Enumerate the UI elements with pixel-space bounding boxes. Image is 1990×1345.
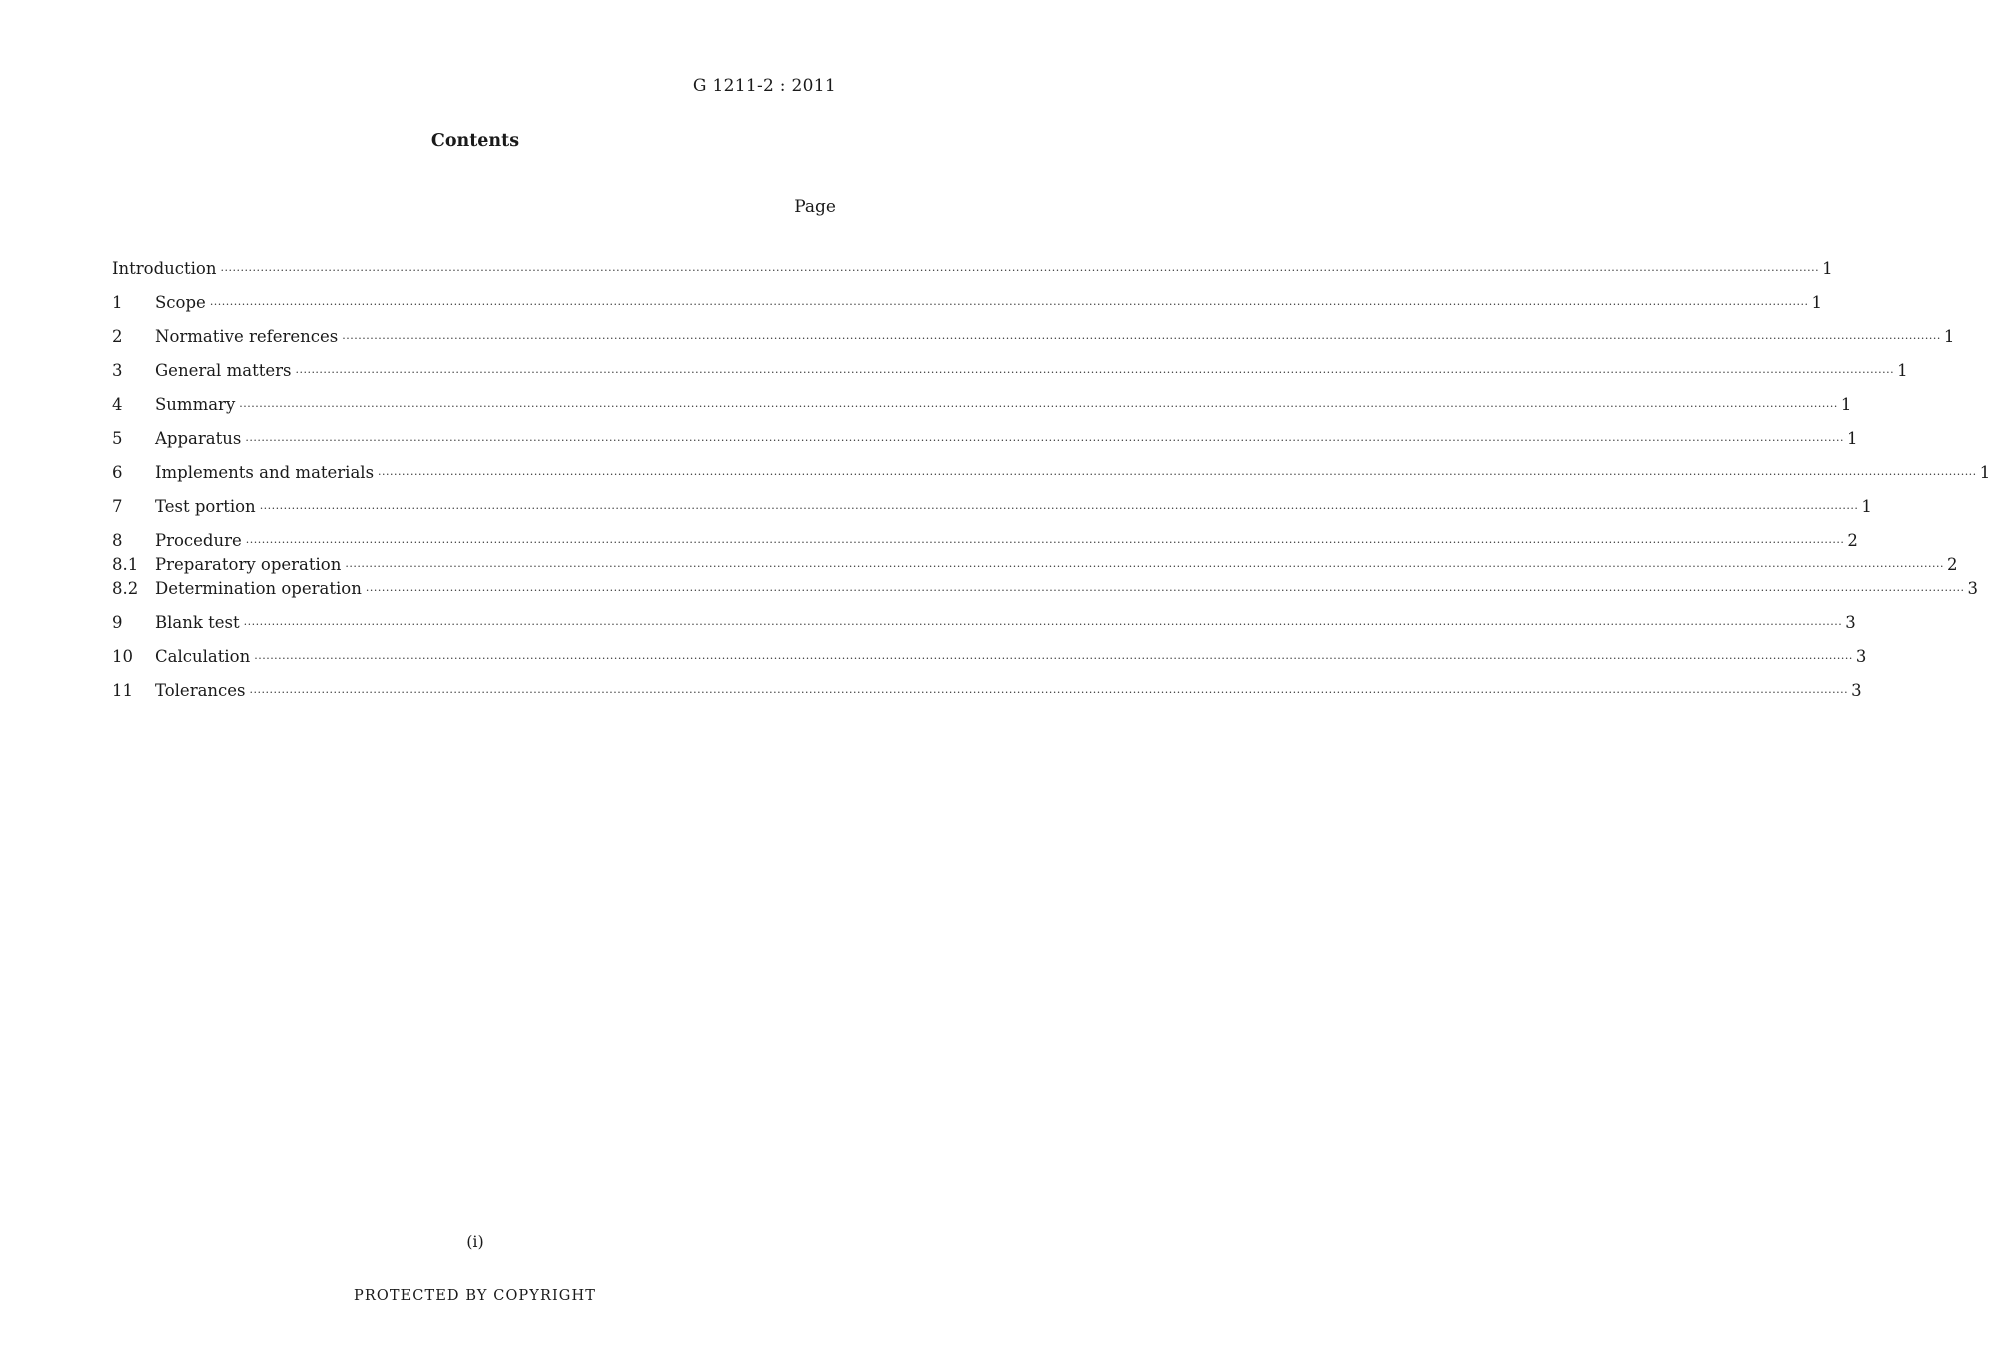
toc-dot-leader: ················································································································································································································································································································································································································ bbox=[220, 264, 1820, 277]
toc-entry-title: Determination operation bbox=[155, 579, 362, 598]
page-title: Contents bbox=[430, 131, 520, 151]
toc-dot-leader: ················································································································································································································································································································································································································ bbox=[378, 468, 1977, 481]
toc-dot-leader: ················································································································································································································································································································································································································ bbox=[342, 332, 1941, 345]
page-folio: (i) bbox=[466, 1232, 484, 1251]
toc-dot-leader: ················································································································································································································································································································································································································ bbox=[245, 536, 1845, 549]
toc-entry-title: Procedure bbox=[155, 531, 242, 550]
toc-entry[interactable] bbox=[112, 554, 1958, 575]
toc-entry-title: Blank test bbox=[155, 613, 240, 632]
toc-entry[interactable] bbox=[112, 292, 1822, 313]
toc-dot-leader: ················································································································································································································································································································································································································ bbox=[245, 434, 1844, 447]
toc-entry-title: Summary bbox=[155, 395, 236, 414]
toc-entry-page: 1 bbox=[1846, 429, 1858, 448]
toc-entry-page: 1 bbox=[1822, 259, 1833, 278]
toc-entry-title: General matters bbox=[155, 361, 292, 380]
toc-entry-number: 6 bbox=[112, 463, 123, 482]
toc-entry-page: 1 bbox=[1979, 463, 1990, 482]
toc-entry-page: 3 bbox=[1855, 647, 1867, 666]
toc-entry[interactable] bbox=[112, 530, 1858, 551]
toc-entry-number: 5 bbox=[112, 429, 123, 448]
toc-entry-number: 8 bbox=[112, 531, 123, 550]
toc-entry[interactable] bbox=[112, 258, 1833, 279]
toc-entry-title: Preparatory operation bbox=[155, 555, 342, 574]
toc-entry[interactable] bbox=[112, 326, 1955, 347]
toc-entry-page: 1 bbox=[1840, 395, 1852, 414]
toc-dot-leader: ················································································································································································································································································································································································································ bbox=[239, 400, 1838, 413]
toc-entry-number: 10 bbox=[112, 647, 133, 666]
page-column-label: Page bbox=[794, 197, 836, 217]
toc-dot-leader: ················································································································································································································································································································································································································ bbox=[365, 584, 1965, 597]
toc-entry-page: 1 bbox=[1897, 361, 1908, 380]
toc-entry-number: 4 bbox=[112, 395, 123, 414]
toc-entry[interactable] bbox=[112, 428, 1858, 449]
toc-entry-page: 1 bbox=[1943, 327, 1955, 346]
toc-entry-title: Tolerances bbox=[155, 681, 246, 700]
toc-entry[interactable] bbox=[112, 496, 1872, 517]
toc-entry-title: Calculation bbox=[155, 647, 251, 666]
toc-entry-number: 8.2 bbox=[112, 579, 139, 598]
toc-entry[interactable] bbox=[112, 394, 1852, 415]
toc-entry-page: 3 bbox=[1845, 613, 1856, 632]
toc-entry-page: 2 bbox=[1847, 531, 1858, 550]
toc-entry-title: Normative references bbox=[155, 327, 339, 346]
table-of-contents bbox=[112, 258, 1990, 701]
toc-entry-number: 9 bbox=[112, 613, 123, 632]
toc-entry-number: 7 bbox=[112, 497, 123, 516]
toc-entry[interactable] bbox=[112, 680, 1862, 701]
toc-entry[interactable] bbox=[112, 462, 1990, 483]
toc-dot-leader: ················································································································································································································································································································································································································ bbox=[243, 618, 1843, 631]
copyright-notice: PROTECTED BY COPYRIGHT bbox=[353, 1288, 597, 1304]
document-number: G 1211-2 : 2011 bbox=[692, 76, 836, 96]
toc-dot-leader: ················································································································································································································································································································································································································ bbox=[254, 652, 1853, 665]
toc-entry-page: 2 bbox=[1947, 555, 1958, 574]
toc-entry[interactable] bbox=[112, 578, 1978, 599]
toc-entry-number: 2 bbox=[112, 327, 123, 346]
toc-entry-title: Apparatus bbox=[155, 429, 242, 448]
toc-dot-leader: ················································································································································································································································································································································································································ bbox=[345, 560, 1944, 573]
toc-dot-leader: ················································································································································································································································································································································································································ bbox=[249, 686, 1849, 699]
toc-entry[interactable] bbox=[112, 360, 1908, 381]
toc-entry-title: Test portion bbox=[155, 497, 256, 516]
toc-entry-title: Scope bbox=[155, 293, 206, 312]
toc-dot-leader: ················································································································································································································································································································································································································ bbox=[209, 298, 1809, 311]
toc-entry-number: 1 bbox=[112, 293, 123, 312]
toc-entry-title: Implements and materials bbox=[155, 463, 375, 482]
toc-entry-number: 3 bbox=[112, 361, 123, 380]
toc-entry-page: 3 bbox=[1967, 579, 1978, 598]
toc-entry-title: Introduction bbox=[112, 259, 217, 278]
toc-entry-page: 1 bbox=[1861, 497, 1872, 516]
toc-entry-page: 3 bbox=[1851, 681, 1862, 700]
toc-entry[interactable] bbox=[112, 646, 1867, 667]
toc-entry-number: 8.1 bbox=[112, 555, 139, 574]
toc-entry-page: 1 bbox=[1811, 293, 1822, 312]
toc-dot-leader: ················································································································································································································································································································································································································ bbox=[295, 366, 1895, 379]
toc-dot-leader: ················································································································································································································································································································································································································ bbox=[259, 502, 1859, 515]
toc-entry[interactable] bbox=[112, 612, 1856, 633]
toc-entry-number: 11 bbox=[112, 681, 133, 700]
